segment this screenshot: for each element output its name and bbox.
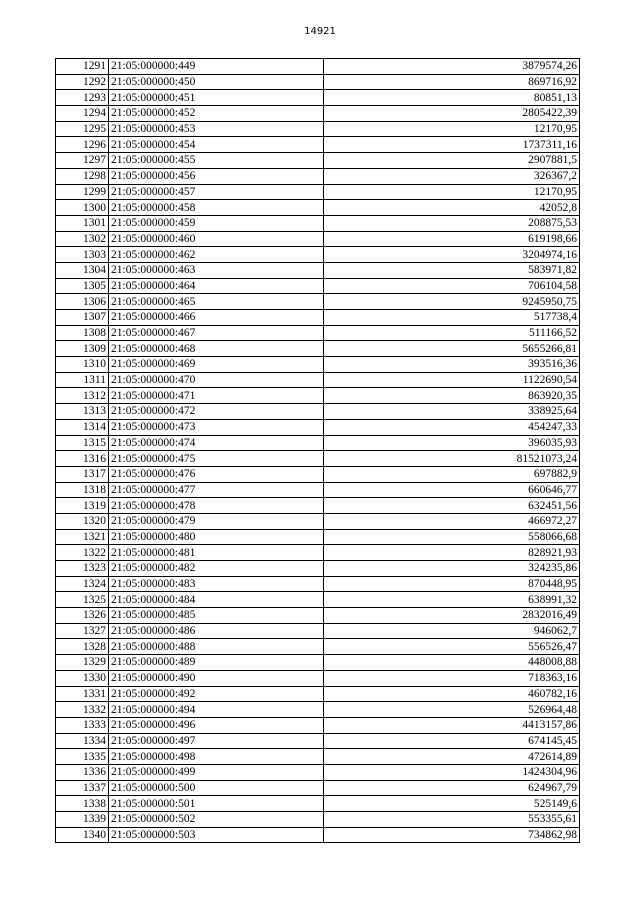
cadastral-number: 21:05:000000:477 (109, 482, 324, 498)
table-row (56, 451, 580, 467)
row-number: 1292 (56, 74, 109, 90)
cadastral-number: 21:05:000000:466 (109, 310, 324, 326)
cadastral-value: 3879574,26 (324, 59, 580, 75)
table-row (56, 513, 580, 529)
cadastral-number: 21:05:000000:489 (109, 655, 324, 671)
row-number: 1327 (56, 623, 109, 639)
row-number: 1316 (56, 451, 109, 467)
table-row (56, 702, 580, 718)
row-number: 1336 (56, 764, 109, 780)
table-row (56, 325, 580, 341)
row-number: 1337 (56, 780, 109, 796)
table-row (56, 294, 580, 310)
row-number: 1306 (56, 294, 109, 310)
cadastral-number: 21:05:000000:503 (109, 827, 324, 843)
row-number: 1305 (56, 278, 109, 294)
cadastral-value: 12170,95 (324, 121, 580, 137)
row-number: 1324 (56, 576, 109, 592)
cadastral-number: 21:05:000000:451 (109, 90, 324, 106)
cadastral-value: 396035,93 (324, 435, 580, 451)
table-row (56, 310, 580, 326)
table-row (56, 231, 580, 247)
row-number: 1307 (56, 310, 109, 326)
row-number: 1323 (56, 561, 109, 577)
row-number: 1310 (56, 357, 109, 373)
cadastral-value: 511166,52 (324, 325, 580, 341)
table-row (56, 121, 580, 137)
table-row (56, 404, 580, 420)
row-number: 1302 (56, 231, 109, 247)
row-number: 1297 (56, 153, 109, 169)
table-row (56, 74, 580, 90)
row-number: 1291 (56, 59, 109, 75)
cadastral-number: 21:05:000000:452 (109, 106, 324, 122)
cadastral-number: 21:05:000000:496 (109, 717, 324, 733)
row-number: 1296 (56, 137, 109, 153)
cadastral-number: 21:05:000000:483 (109, 576, 324, 592)
table-row (56, 341, 580, 357)
cadastral-number: 21:05:000000:476 (109, 466, 324, 482)
row-number: 1312 (56, 388, 109, 404)
cadastral-value: 448008,88 (324, 655, 580, 671)
cadastral-value: 660646,77 (324, 482, 580, 498)
cadastral-value: 42052,8 (324, 200, 580, 216)
row-number: 1303 (56, 247, 109, 263)
table-row (56, 717, 580, 733)
cadastral-value: 2832016,49 (324, 608, 580, 624)
cadastral-value: 2805422,39 (324, 106, 580, 122)
row-number: 1295 (56, 121, 109, 137)
table-row (56, 670, 580, 686)
table-row (56, 780, 580, 796)
cadastral-value: 454247,33 (324, 419, 580, 435)
cadastral-value: 460782,16 (324, 686, 580, 702)
table-row (56, 388, 580, 404)
table-row (56, 184, 580, 200)
row-number: 1321 (56, 529, 109, 545)
cadastral-number: 21:05:000000:490 (109, 670, 324, 686)
table-row (56, 153, 580, 169)
cadastral-value: 1737311,16 (324, 137, 580, 153)
row-number: 1333 (56, 717, 109, 733)
cadastral-value: 697882,9 (324, 466, 580, 482)
cadastral-value: 526964,48 (324, 702, 580, 718)
table-row (56, 372, 580, 388)
cadastral-number: 21:05:000000:468 (109, 341, 324, 357)
cadastral-number: 21:05:000000:501 (109, 796, 324, 812)
table-row (56, 608, 580, 624)
row-number: 1318 (56, 482, 109, 498)
cadastral-value: 870448,95 (324, 576, 580, 592)
cadastral-value: 734862,98 (324, 827, 580, 843)
cadastral-number: 21:05:000000:492 (109, 686, 324, 702)
table-row (56, 435, 580, 451)
cadastral-value: 81521073,24 (324, 451, 580, 467)
cadastral-number: 21:05:000000:465 (109, 294, 324, 310)
cadastral-value: 1424304,96 (324, 764, 580, 780)
row-number: 1317 (56, 466, 109, 482)
table-row (56, 545, 580, 561)
cadastral-number: 21:05:000000:484 (109, 592, 324, 608)
row-number: 1311 (56, 372, 109, 388)
row-number: 1314 (56, 419, 109, 435)
table-row (56, 733, 580, 749)
row-number: 1329 (56, 655, 109, 671)
cadastral-value: 3204974,16 (324, 247, 580, 263)
cadastral-number: 21:05:000000:481 (109, 545, 324, 561)
row-number: 1300 (56, 200, 109, 216)
table-row (56, 812, 580, 828)
table-row (56, 827, 580, 843)
cadastral-number: 21:05:000000:459 (109, 215, 324, 231)
table-row (56, 419, 580, 435)
table-body (56, 59, 580, 843)
row-number: 1334 (56, 733, 109, 749)
cadastral-value: 624967,79 (324, 780, 580, 796)
table-row (56, 655, 580, 671)
cadastral-value: 466972,27 (324, 513, 580, 529)
row-number: 1325 (56, 592, 109, 608)
table-row (56, 623, 580, 639)
cadastral-value: 632451,56 (324, 498, 580, 514)
cadastral-value: 638991,32 (324, 592, 580, 608)
cadastral-number: 21:05:000000:449 (109, 59, 324, 75)
table-row (56, 466, 580, 482)
table-row (56, 262, 580, 278)
table-row (56, 749, 580, 765)
row-number: 1294 (56, 106, 109, 122)
cadastral-number: 21:05:000000:494 (109, 702, 324, 718)
cadastral-value: 4413157,86 (324, 717, 580, 733)
cadastral-number: 21:05:000000:472 (109, 404, 324, 420)
row-number: 1330 (56, 670, 109, 686)
table-row (56, 137, 580, 153)
cadastral-number: 21:05:000000:469 (109, 357, 324, 373)
table-row (56, 561, 580, 577)
row-number: 1328 (56, 639, 109, 655)
cadastral-number: 21:05:000000:499 (109, 764, 324, 780)
table-row (56, 796, 580, 812)
cadastral-number: 21:05:000000:486 (109, 623, 324, 639)
cadastral-number: 21:05:000000:457 (109, 184, 324, 200)
cadastral-number: 21:05:000000:488 (109, 639, 324, 655)
row-number: 1298 (56, 168, 109, 184)
cadastral-number: 21:05:000000:473 (109, 419, 324, 435)
cadastral-value: 556526,47 (324, 639, 580, 655)
cadastral-value: 828921,93 (324, 545, 580, 561)
cadastral-number: 21:05:000000:453 (109, 121, 324, 137)
cadastral-number: 21:05:000000:482 (109, 561, 324, 577)
row-number: 1335 (56, 749, 109, 765)
table-row (56, 247, 580, 263)
table-row (56, 200, 580, 216)
table-row (56, 592, 580, 608)
cadastral-value: 619198,66 (324, 231, 580, 247)
cadastral-number: 21:05:000000:450 (109, 74, 324, 90)
cadastral-value-table (55, 58, 580, 843)
table-row (56, 529, 580, 545)
row-number: 1293 (56, 90, 109, 106)
cadastral-value: 525149,6 (324, 796, 580, 812)
cadastral-number: 21:05:000000:454 (109, 137, 324, 153)
row-number: 1332 (56, 702, 109, 718)
cadastral-number: 21:05:000000:500 (109, 780, 324, 796)
cadastral-number: 21:05:000000:479 (109, 513, 324, 529)
cadastral-number: 21:05:000000:485 (109, 608, 324, 624)
table-row (56, 278, 580, 294)
cadastral-value: 326367,2 (324, 168, 580, 184)
row-number: 1331 (56, 686, 109, 702)
table-row (56, 482, 580, 498)
cadastral-number: 21:05:000000:470 (109, 372, 324, 388)
table-row (56, 764, 580, 780)
table-row (56, 576, 580, 592)
table-row (56, 59, 580, 75)
cadastral-value: 5655266,81 (324, 341, 580, 357)
row-number: 1299 (56, 184, 109, 200)
page-number: 14921 (304, 26, 336, 37)
row-number: 1304 (56, 262, 109, 278)
cadastral-number: 21:05:000000:460 (109, 231, 324, 247)
cadastral-value: 80851,13 (324, 90, 580, 106)
cadastral-number: 21:05:000000:456 (109, 168, 324, 184)
cadastral-number: 21:05:000000:474 (109, 435, 324, 451)
cadastral-number: 21:05:000000:480 (109, 529, 324, 545)
cadastral-number: 21:05:000000:464 (109, 278, 324, 294)
cadastral-value: 674145,45 (324, 733, 580, 749)
cadastral-value: 869716,92 (324, 74, 580, 90)
cadastral-number: 21:05:000000:458 (109, 200, 324, 216)
table-row (56, 215, 580, 231)
cadastral-value: 558066,68 (324, 529, 580, 545)
cadastral-value: 1122690,54 (324, 372, 580, 388)
row-number: 1339 (56, 812, 109, 828)
row-number: 1338 (56, 796, 109, 812)
cadastral-number: 21:05:000000:463 (109, 262, 324, 278)
table-row (56, 168, 580, 184)
cadastral-number: 21:05:000000:498 (109, 749, 324, 765)
cadastral-value: 208875,53 (324, 215, 580, 231)
cadastral-value: 583971,82 (324, 262, 580, 278)
cadastral-value: 553355,61 (324, 812, 580, 828)
cadastral-number: 21:05:000000:462 (109, 247, 324, 263)
row-number: 1313 (56, 404, 109, 420)
row-number: 1308 (56, 325, 109, 341)
cadastral-value: 718363,16 (324, 670, 580, 686)
table-row (56, 106, 580, 122)
cadastral-value: 706104,58 (324, 278, 580, 294)
cadastral-number: 21:05:000000:475 (109, 451, 324, 467)
cadastral-number: 21:05:000000:455 (109, 153, 324, 169)
cadastral-value: 9245950,75 (324, 294, 580, 310)
row-number: 1319 (56, 498, 109, 514)
cadastral-number: 21:05:000000:502 (109, 812, 324, 828)
row-number: 1315 (56, 435, 109, 451)
cadastral-number: 21:05:000000:471 (109, 388, 324, 404)
cadastral-value: 324235,86 (324, 561, 580, 577)
cadastral-value: 517738,4 (324, 310, 580, 326)
row-number: 1340 (56, 827, 109, 843)
cadastral-value: 472614,89 (324, 749, 580, 765)
cadastral-value: 946062,7 (324, 623, 580, 639)
row-number: 1301 (56, 215, 109, 231)
row-number: 1320 (56, 513, 109, 529)
row-number: 1322 (56, 545, 109, 561)
table-row (56, 498, 580, 514)
table-row (56, 686, 580, 702)
row-number: 1309 (56, 341, 109, 357)
cadastral-value: 338925,64 (324, 404, 580, 420)
row-number: 1326 (56, 608, 109, 624)
cadastral-number: 21:05:000000:467 (109, 325, 324, 341)
table-row (56, 639, 580, 655)
cadastral-number: 21:05:000000:497 (109, 733, 324, 749)
table-row (56, 357, 580, 373)
cadastral-value: 2907881,5 (324, 153, 580, 169)
cadastral-value: 863920,35 (324, 388, 580, 404)
cadastral-value: 393516,36 (324, 357, 580, 373)
cadastral-value: 12170,95 (324, 184, 580, 200)
cadastral-number: 21:05:000000:478 (109, 498, 324, 514)
table-row (56, 90, 580, 106)
